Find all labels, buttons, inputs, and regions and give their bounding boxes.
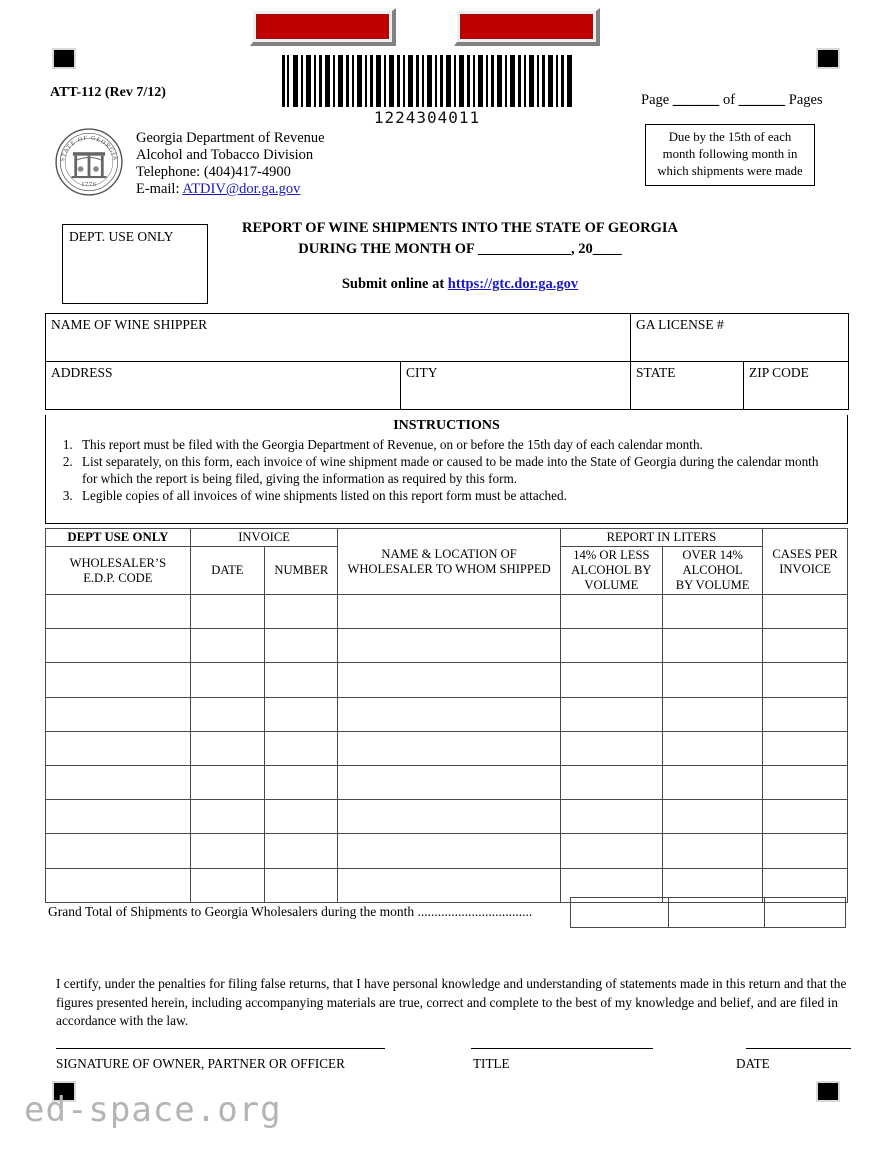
cell-liters-14-or-less[interactable] [560, 663, 662, 697]
signature-label: SIGNATURE OF OWNER, PARTNER OR OFFICER [56, 1056, 345, 1071]
shipments-grid-table [45, 528, 848, 903]
cell-edp-code[interactable] [46, 595, 191, 629]
svg-text:1776: 1776 [81, 180, 97, 188]
field-ga-license[interactable]: GA LICENSE # [631, 314, 849, 362]
cell-liters-over-14[interactable] [662, 663, 762, 697]
grand-total-label: Grand Total of Shipments to Georgia Wholesalers during the month .................................. [48, 904, 533, 919]
cell-edp-code[interactable] [46, 629, 191, 663]
cell-invoice-number[interactable] [265, 595, 338, 629]
form-title-line-1: REPORT OF WINE SHIPMENTS INTO THE STATE OF GEORGIA [242, 220, 678, 236]
dept-use-only-box[interactable] [62, 224, 208, 304]
agency-division: Alcohol and Tobacco Division [136, 147, 314, 163]
title-label: TITLE [473, 1056, 510, 1071]
cell-wholesaler-name[interactable] [338, 663, 560, 697]
grand-total-cases[interactable] [764, 897, 846, 928]
col-head-line-1: CASES PER [772, 546, 838, 561]
cell-edp-code[interactable] [46, 697, 191, 731]
column-header-wholesaler-name-location [338, 529, 560, 595]
cell-edp-code[interactable] [46, 800, 191, 834]
month-prefix: DURING THE MONTH OF [298, 241, 475, 257]
field-city[interactable]: CITY [401, 362, 631, 410]
cell-cases-per-invoice[interactable] [763, 595, 848, 629]
table-row [46, 731, 848, 765]
certification-text: I certify, under the penalties for filing false returns, that I have personal knowledge and understanding of statements made in this return and that the figures presented herein, including accompanying materials are true, correct and complete to the best of my knowledge and belief, and are filed in accordance with the law. [56, 976, 847, 1028]
cell-invoice-number[interactable] [265, 800, 338, 834]
date-line[interactable] [746, 1048, 851, 1049]
cell-cases-per-invoice[interactable] [763, 629, 848, 663]
column-header-invoice-date: DATE [190, 547, 264, 595]
cell-liters-over-14[interactable] [662, 595, 762, 629]
agency-email-link[interactable]: ATDIV@dor.ga.gov [182, 181, 301, 197]
field-zip-code[interactable]: ZIP CODE [744, 362, 849, 410]
cell-invoice-date[interactable] [190, 765, 264, 799]
registration-mark-top-right [816, 48, 840, 69]
georgia-state-seal-icon [54, 127, 124, 197]
cell-liters-14-or-less[interactable] [560, 800, 662, 834]
grand-total-over-14[interactable] [668, 897, 765, 928]
shipper-info-table [45, 313, 849, 410]
cell-wholesaler-name[interactable] [338, 765, 560, 799]
cell-edp-code[interactable] [46, 663, 191, 697]
table-row [46, 595, 848, 629]
page-of-pages [641, 92, 823, 109]
cell-wholesaler-name[interactable] [338, 629, 560, 663]
cell-invoice-number[interactable] [265, 731, 338, 765]
cell-invoice-number[interactable] [265, 834, 338, 868]
instruction-item: 1. This report must be filed with the Georgia Department of Revenue, on or before the 15th day of each calendar month. [76, 437, 833, 454]
instructions-title: INSTRUCTIONS [393, 418, 500, 433]
total-pages-blank[interactable]: ______ [738, 92, 786, 108]
page-suffix: Pages [788, 92, 823, 108]
red-bar-left [250, 8, 396, 46]
agency-info [136, 130, 325, 198]
cell-wholesaler-name[interactable] [338, 800, 560, 834]
instruction-item: 2. List separately, on this form, each invoice of wine shipment made or caused to be made into the State of Georgia during the calendar month for which the report is being filed, giving the information as required by this form. [76, 454, 833, 487]
date-label: DATE [736, 1056, 770, 1071]
col-head-line-1: 14% OR LESS [573, 548, 650, 562]
cell-wholesaler-name[interactable] [338, 834, 560, 868]
cell-invoice-number[interactable] [265, 629, 338, 663]
cell-edp-code[interactable] [46, 834, 191, 868]
cell-invoice-number[interactable] [265, 663, 338, 697]
col-head-line-3: BY VOLUME [675, 578, 750, 592]
grand-total-14-or-less[interactable] [570, 897, 669, 928]
col-head-line-2: WHOLESALER TO WHOM SHIPPED [347, 561, 551, 576]
cell-wholesaler-name[interactable] [338, 697, 560, 731]
due-notice-line-3: which shipments were made [657, 164, 803, 178]
submit-prefix: Submit online at [341, 276, 445, 292]
grand-total-row [45, 897, 848, 928]
field-address[interactable]: ADDRESS [46, 362, 401, 410]
svg-text:STATE OF GEORGIA: STATE OF GEORGIA [59, 135, 119, 163]
cell-invoice-number[interactable] [265, 697, 338, 731]
field-state[interactable]: STATE [631, 362, 744, 410]
cell-invoice-number[interactable] [265, 765, 338, 799]
cell-cases-per-invoice[interactable] [763, 697, 848, 731]
table-row [46, 765, 848, 799]
col-head-line-1: WHOLESALER’S [69, 555, 167, 570]
col-head-line-2: INVOICE [779, 561, 831, 576]
instruction-item: 3. Legible copies of all invoices of wine shipments listed on this report form must be attached. [76, 488, 833, 505]
column-header-invoice-number: NUMBER [265, 547, 338, 595]
agency-email-row [136, 181, 325, 198]
cell-liters-over-14[interactable] [662, 765, 762, 799]
cell-liters-over-14[interactable] [662, 697, 762, 731]
table-row [46, 629, 848, 663]
cell-liters-over-14[interactable] [662, 629, 762, 663]
form-title-line-2 [210, 239, 710, 260]
title-line[interactable] [471, 1048, 653, 1049]
cell-cases-per-invoice[interactable] [763, 800, 848, 834]
email-label: E-mail: [136, 181, 180, 197]
cell-wholesaler-name[interactable] [338, 731, 560, 765]
due-notice-line-2: month following month in [662, 147, 798, 161]
field-wine-shipper-name[interactable]: NAME OF WINE SHIPPER [46, 314, 631, 362]
form-title-block [210, 218, 710, 293]
grand-total-cells [571, 897, 848, 928]
cell-liters-14-or-less[interactable] [560, 765, 662, 799]
table-row [46, 834, 848, 868]
month-blank[interactable]: ____________ [477, 241, 571, 257]
red-bar-right [454, 8, 600, 46]
cell-liters-14-or-less[interactable] [560, 697, 662, 731]
col-head-line-3: VOLUME [584, 578, 639, 592]
col-head-line-2: ALCOHOL [682, 563, 743, 577]
cell-liters-14-or-less[interactable] [560, 834, 662, 868]
table-row [46, 663, 848, 697]
year-suffix[interactable]: , 20____ [570, 241, 622, 257]
col-head-line-2: ALCOHOL BY [571, 563, 652, 577]
grid-group-header-row [46, 529, 848, 547]
barcode-image [280, 55, 574, 107]
dept-use-only-label: DEPT. USE ONLY [69, 229, 174, 244]
group-header-report-in-liters: REPORT IN LITERS [560, 529, 763, 547]
cell-edp-code[interactable] [46, 765, 191, 799]
shipper-row-address [46, 362, 849, 410]
page-middle: of [722, 92, 736, 108]
barcode-area [280, 55, 574, 127]
cell-invoice-date[interactable] [190, 663, 264, 697]
column-header-wholesaler-edp-code [46, 547, 191, 595]
registration-mark-top-left [52, 48, 76, 69]
site-watermark: ed-space.org [24, 1090, 282, 1130]
registration-mark-bottom-right [816, 1081, 840, 1102]
column-header-over-14-percent [662, 547, 762, 595]
due-notice-line-1: Due by the 15th of each [668, 130, 792, 144]
cell-liters-over-14[interactable] [662, 731, 762, 765]
submit-online-line [210, 276, 710, 293]
cell-liters-14-or-less[interactable] [560, 629, 662, 663]
form-code: ATT-112 (Rev 7/12) [50, 85, 166, 100]
col-head-line-2: E.D.P. CODE [83, 570, 153, 585]
due-date-notice [645, 124, 815, 186]
column-header-cases-per-invoice [763, 529, 848, 595]
cell-cases-per-invoice[interactable] [763, 731, 848, 765]
page-prefix: Page [641, 92, 670, 108]
cell-invoice-date[interactable] [190, 629, 264, 663]
cell-liters-over-14[interactable] [662, 834, 762, 868]
agency-telephone: Telephone: (404)417-4900 [136, 164, 291, 180]
cell-cases-per-invoice[interactable] [763, 765, 848, 799]
cell-invoice-date[interactable] [190, 595, 264, 629]
cell-liters-14-or-less[interactable] [560, 595, 662, 629]
grid-body [46, 595, 848, 903]
group-header-dept-use-only: DEPT USE ONLY [46, 529, 191, 547]
col-head-line-1: NAME & LOCATION OF [381, 546, 517, 561]
cell-edp-code[interactable] [46, 731, 191, 765]
cell-invoice-date[interactable] [190, 697, 264, 731]
cell-cases-per-invoice[interactable] [763, 834, 848, 868]
col-head-line-1: OVER 14% [682, 548, 743, 562]
cell-invoice-date[interactable] [190, 800, 264, 834]
cell-invoice-date[interactable] [190, 834, 264, 868]
cell-invoice-date[interactable] [190, 731, 264, 765]
shipper-row-name [46, 314, 849, 362]
signature-line[interactable] [56, 1048, 385, 1049]
cell-wholesaler-name[interactable] [338, 595, 560, 629]
table-row [46, 800, 848, 834]
group-header-invoice: INVOICE [190, 529, 338, 547]
page-number-blank[interactable]: ______ [672, 92, 720, 108]
signature-area [56, 1048, 849, 1084]
cell-cases-per-invoice[interactable] [763, 663, 848, 697]
submit-online-link[interactable]: https://gtc.dor.ga.gov [447, 276, 579, 292]
instructions-list [46, 437, 847, 504]
agency-name: Georgia Department of Revenue [136, 130, 325, 146]
cell-liters-14-or-less[interactable] [560, 731, 662, 765]
barcode-number: 1224304011 [373, 108, 481, 127]
column-header-14-percent-or-less [560, 547, 662, 595]
table-row [46, 697, 848, 731]
instructions-box [45, 415, 848, 524]
cell-liters-over-14[interactable] [662, 800, 762, 834]
